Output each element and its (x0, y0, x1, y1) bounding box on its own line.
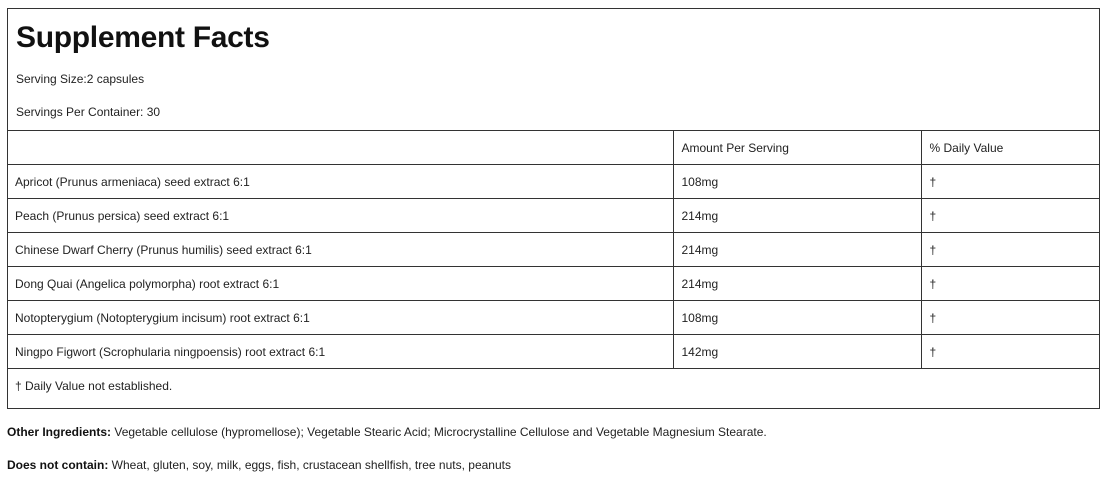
other-ingredients-text: Vegetable cellulose (hypromellose); Vegetable Stearic Acid; Microcrystalline Cellulose and Vegetable Magnesium Stearate. (111, 425, 767, 439)
table-row (7, 301, 1100, 335)
does-not-contain (7, 458, 511, 472)
ingredient-amount: 214mg (673, 233, 921, 267)
ingredient-daily-value: † (921, 233, 1100, 267)
ingredient-name: Chinese Dwarf Cherry (Prunus humilis) seed extract 6:1 (7, 233, 673, 267)
table-header-row (7, 131, 1100, 165)
ingredient-amount: 214mg (673, 267, 921, 301)
ingredient-amount: 142mg (673, 335, 921, 369)
header-amount-per-serving: Amount Per Serving (673, 131, 921, 165)
footnote-row (7, 369, 1100, 403)
ingredient-daily-value: † (921, 267, 1100, 301)
ingredient-name: Notopterygium (Notopterygium incisum) root extract 6:1 (7, 301, 673, 335)
ingredient-name: Peach (Prunus persica) seed extract 6:1 (7, 199, 673, 233)
header-name (7, 131, 673, 165)
ingredient-daily-value: † (921, 199, 1100, 233)
ingredient-name: Apricot (Prunus armeniaca) seed extract 6:1 (7, 165, 673, 199)
panel-title: Supplement Facts (16, 21, 270, 54)
ingredient-amount: 214mg (673, 199, 921, 233)
does-not-contain-text: Wheat, gluten, soy, milk, eggs, fish, crustacean shellfish, tree nuts, peanuts (108, 458, 511, 472)
supplement-facts-panel (7, 8, 1100, 409)
ingredient-daily-value: † (921, 301, 1100, 335)
ingredient-amount: 108mg (673, 301, 921, 335)
ingredient-daily-value: † (921, 165, 1100, 199)
header-daily-value: % Daily Value (921, 131, 1100, 165)
facts-table (7, 130, 1100, 403)
other-ingredients-label: Other Ingredients: (7, 425, 112, 439)
table-row (7, 199, 1100, 233)
table-row (7, 233, 1100, 267)
ingredient-daily-value: † (921, 335, 1100, 369)
table-row (7, 267, 1100, 301)
serving-size: Serving Size:2 capsules (16, 72, 145, 86)
table-row (7, 165, 1100, 199)
ingredient-name: Ningpo Figwort (Scrophularia ningpoensis) root extract 6:1 (7, 335, 673, 369)
other-ingredients (7, 425, 767, 439)
servings-per-container: Servings Per Container: 30 (16, 105, 161, 119)
ingredient-name: Dong Quai (Angelica polymorpha) root extract 6:1 (7, 267, 673, 301)
does-not-contain-label: Does not contain: (7, 458, 109, 472)
daily-value-footnote: † Daily Value not established. (7, 369, 1100, 403)
ingredient-amount: 108mg (673, 165, 921, 199)
table-row (7, 335, 1100, 369)
